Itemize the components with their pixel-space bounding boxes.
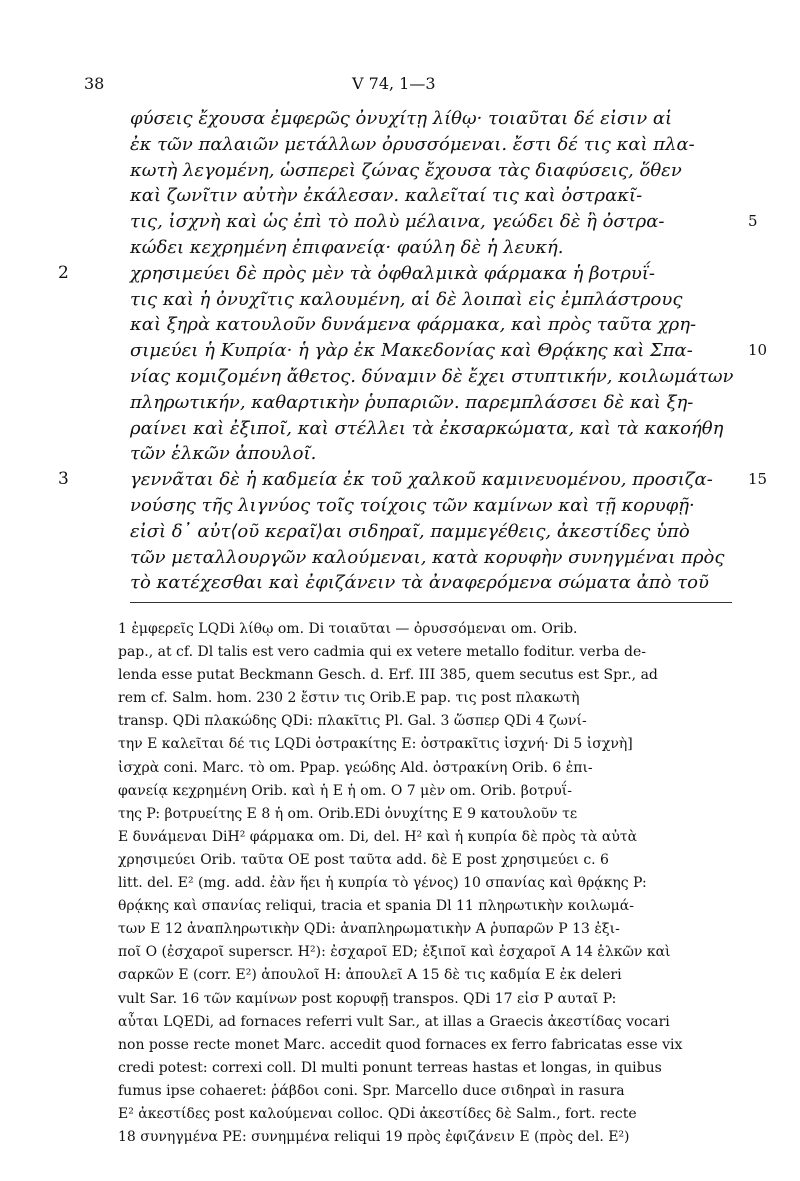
text-line [130,235,712,261]
line-text: νίας κομιζομένη ἄθετος. δύναμιν δὲ ἔχει στυπτικήν, κοιλωμάτων [130,365,734,387]
running-header [84,74,716,98]
apparatus-line: ποῖ O (ἐσχαροῖ superscr. H²): ἐσχαροῖ ED; ἐξιποῖ καὶ ἐσχαροῖ A 14 ἑλκῶν καὶ [118,944,671,961]
line-number: 15 [748,470,768,489]
line-text: τῶν ἑλκῶν ἀπουλοῖ. [130,443,317,465]
line-text: γεννᾶται δὲ ἡ καδμεία ἐκ τοῦ χαλκοῦ καμινευομένου, προσιζα- [130,469,713,491]
line-text: πληρωτικήν, καθαρτικὴν ῥυπαριῶν. παρεμπλάσσει δὲ καὶ ξη- [130,391,694,413]
apparatus-line: litt. del. E² (mg. add. ἐὰν ἥει ἡ κυπρία τὸ γένος) 10 σπανίας καὶ θρᾴκης P: [118,875,647,892]
apparatus-line: χρησιμεύει Orib. ταῦτα OE post ταῦτα add. δὲ E post χρησιμεύει c. 6 [118,851,609,868]
apparatus-line: pap., at cf. Dl talis est vero cadmia qui ex vetere metallo foditur. verba de- [118,644,647,661]
text-line [130,493,712,519]
paragraph-number: 2 [58,262,69,283]
apparatus-line: vult Sar. 16 τῶν καμίνων post κορυφῇ transpos. QDi 17 εἰσ P αυταῖ P: [118,990,617,1007]
text-line [130,416,724,442]
line-text: τῶν μεταλλουργῶν καλούμεναι, κατὰ κορυφὴν συνηγμέναι πρὸς [130,546,725,568]
line-text: τις, ἰσχνὴ καὶ ὡς ἐπὶ τὸ πολὺ μέλαινα, γεώδει δὲ ἢ ὀστρα- [130,211,665,233]
apparatus-line: 1 ἐμφερεῖς LQDi λίθῳ om. Di τοιαῦται — ὀρυσσόμεναι om. Orib. [118,621,578,637]
main-text-block [58,106,768,596]
text-line [130,158,712,184]
critical-apparatus [118,618,728,1149]
line-text: φύσεις ἔχουσα ἐμφερῶς ὀνυχίτῃ λίθῳ· τοιαῦται δέ εἰσιν αἱ [130,108,673,129]
apparatus-line: την E καλεῖται δέ τις LQDi ὀστρακίτης E: ὀστρακῖτις ἰσχνή· Di 5 ἰσχνὴ] [118,736,633,753]
line-text: τὸ κατέχεσθαι καὶ ἐφιζάνειν τὰ ἀναφερόμενα σώματα ἀπὸ τοῦ [130,572,709,594]
page-number: 38 [84,74,105,93]
apparatus-line: fumus ipse cohaeret: ῥάβδοι coni. Spr. Marcello duce σιδηραὶ in rasura [118,1082,625,1099]
text-line [130,390,712,416]
line-text: χρησιμεύει δὲ πρὸς μὲν τὰ ὀφθαλμικὰ φάρμακα ἡ βοτρυΐ- [130,262,656,284]
line-text: τις καὶ ἡ ὀνυχῖτις καλουμένη, αἱ δὲ λοιπαὶ εἰς ἐμπλάστρους [130,288,683,310]
apparatus-line: lenda esse putat Beckmann Gesch. d. Erf. III 385, quem secutus est Spr., ad [118,667,658,684]
line-number: 10 [748,341,768,360]
text-line [130,132,712,158]
line-text: ἐκ τῶν παλαιῶν μετάλλων ὀρυσσόμεναι. ἔστι δέ τις καὶ πλα- [130,133,695,155]
apparatus-line: φανείᾳ κεχρημένη Orib. καὶ ἡ E ἡ om. O 7 μὲν om. Orib. βοτρυΐ- [118,782,573,799]
line-text: εἰσὶ δ᾿ αὐτ⟨οῦ κεραῖ⟩αι σιδηραῖ, παμμεγέθεις, ἀκεστίδες ὑπὸ [130,520,690,542]
text-line [58,467,768,493]
section-reference: V 74, 1—3 [352,74,436,93]
line-text: κώδει κεχρημένη ἐπιφανείᾳ· φαύλη δὲ ἡ λευκή. [130,236,564,258]
line-text: καὶ ζωνῖτιν αὐτὴν ἐκάλεσαν. καλεῖταί τις καὶ ὀστρακῖ- [130,185,643,207]
apparatus-line: E² ἀκεστίδες post καλούμεναι colloc. QDi ἀκεστίδες δὲ Salm., fort. recte [118,1105,637,1122]
apparatus-line: E δυνάμεναι DiH² φάρμακα om. Di, del. H² καὶ ἡ κυπρία δὲ πρὸς τὰ αὐτὰ [118,828,638,845]
line-text: κωτὴ λεγομένη, ὡσπερεὶ ζώνας ἔχουσα τὰς διαφύσεις, ὅθεν [130,159,682,181]
apparatus-line: των E 12 ἀναπληρωτικὴν QDi: ἀναπληρωματικὴν A ῥυπαρῶν P 13 ἐξι- [118,921,620,938]
line-text: νούσης τῆς λιγνύος τοῖς τοίχοις τῶν καμίνων καὶ τῇ κορυφῇ· [130,494,695,516]
apparatus-line: σαρκῶν E (corr. E²) ἀπουλοῖ H: ἀπουλεῖ A 15 δὲ τις καδμία E ἐκ deleri [118,967,622,984]
text-line [130,338,768,364]
apparatus-line: ἰσχρὰ coni. Marc. τὸ om. Ppap. γεώδης Ald. ὀστρακίνη Orib. 6 ἐπι- [118,759,593,776]
line-text: ραίνει καὶ ἐξιποῖ, καὶ στέλλει τὰ ἐκσαρκώματα, καὶ τὰ κακοήθη [130,417,724,439]
text-line [130,106,712,132]
text-line [130,209,758,235]
line-text: σιμεύει ἡ Κυπρία· ἡ γὰρ ἐκ Μακεδονίας καὶ Θρᾴκης καὶ Σπα- [130,340,693,362]
apparatus-line: αὖται LQEDi, ad fornaces referri vult Sar., at illas a Graecis ἀκεστίδας vocari [118,1013,670,1030]
apparatus-line: της P: βοτρυείτης E 8 ἡ om. Orib.EDi ὀνυχίτης E 9 κατουλοῦν τε [118,805,578,822]
apparatus-line: credi potest: correxi coll. Dl multi ponunt terreas hastas et longas, in quibus [118,1059,662,1076]
apparatus-line: 18 συνηγμένα PE: συνημμένα reliqui 19 πρὸς ἐφιζάνειν E (πρὸς del. E²) [118,1129,630,1146]
text-line [130,287,712,313]
line-number: 5 [748,212,758,231]
apparatus-line: non posse recte monet Marc. accedit quod fornaces ex ferro fabricatas esse vix [118,1036,683,1053]
apparatus-line: θρᾴκης καὶ σπανίας reliqui, tracia et spania Dl 11 πληρωτικὴν κοιλωμά- [118,898,634,915]
footnote-divider [130,602,732,603]
text-line [130,364,734,390]
text-line [130,312,712,338]
text-line [130,545,725,571]
apparatus-line: rem cf. Salm. hom. 230 2 ἔστιν τις Orib.E pap. τις post πλακωτὴ [118,690,580,707]
apparatus-line: transp. QDi πλακώδης QDi: πλακῖτις Pl. Gal. 3 ὥσπερ QDi 4 ζωνί- [118,713,587,730]
text-line [130,570,712,596]
text-line [130,519,712,545]
paragraph-number: 3 [58,469,69,490]
text-line [130,183,712,209]
text-line [130,441,712,467]
text-line [58,261,712,287]
line-text: καὶ ξηρὰ κατουλοῦν δυνάμενα φάρμακα, καὶ πρὸς ταῦτα χρη- [130,314,697,336]
